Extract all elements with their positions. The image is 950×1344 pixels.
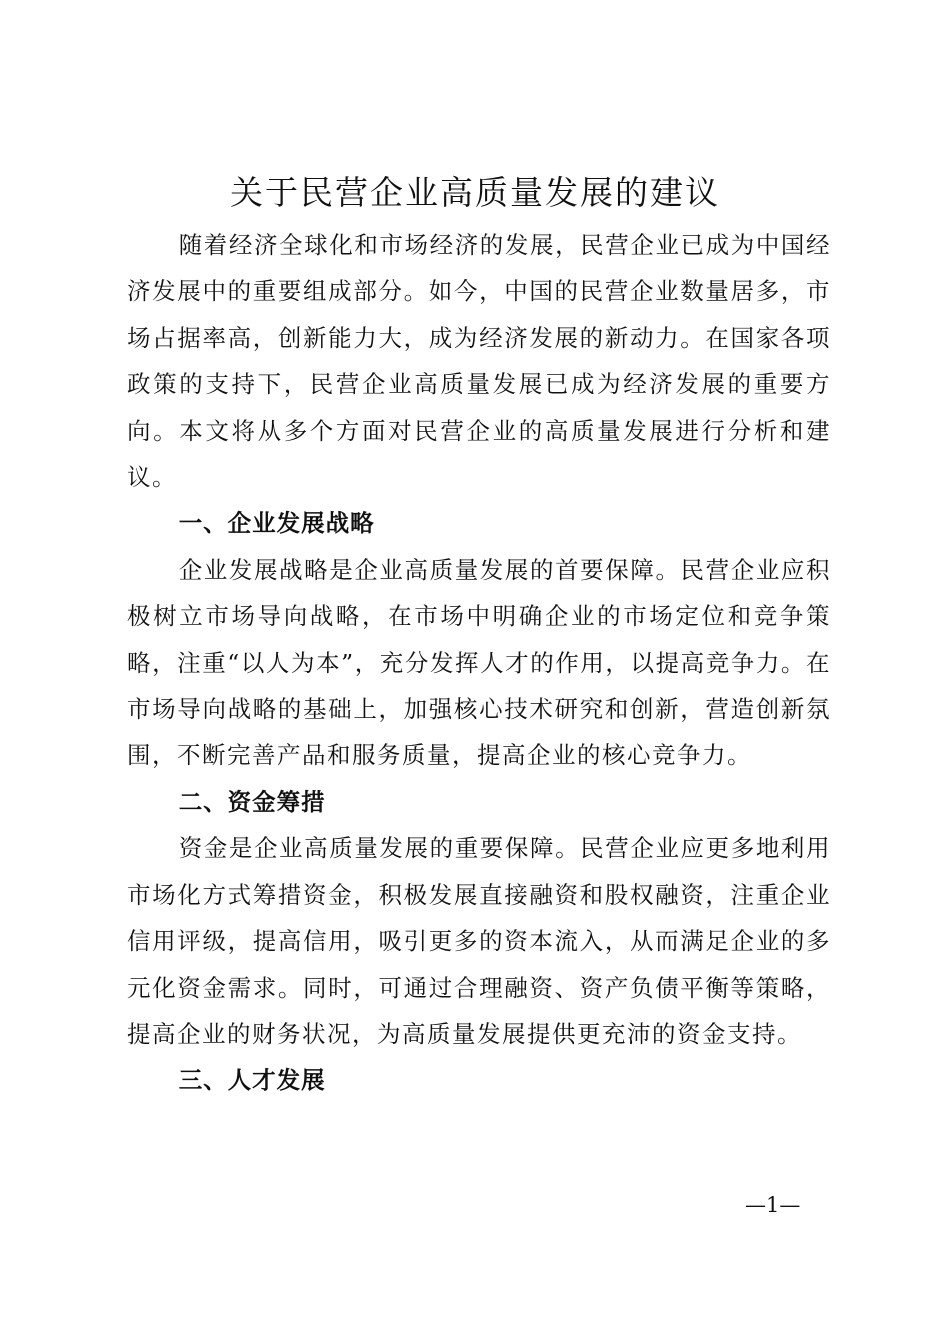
document-title: 关于民营企业高质量发展的建议 <box>230 173 720 212</box>
section-body-strategy: 企业发展战略是企业高质量发展的首要保障。民营企业应积极树立市场导向战略，在市场中明确企业的市场定位和竞争策略，注重“以人为本”，充分发挥人才的作用，以提高竞争力。在市场导向战略的基础上，加强核心技术研究和创新，营造创新氛围，不断完善产品和服务质量，提高企业的核心竞争力。 <box>127 555 831 770</box>
section-heading-strategy: 一、企业发展战略 <box>178 509 375 538</box>
document-body <box>127 222 831 1104</box>
page-number: —1— <box>745 1193 801 1217</box>
intro-paragraph: 随着经济全球化和市场经济的发展，民营企业已成为中国经济发展中的重要组成部分。如今，中国的民营企业数量居多，市场占据率高，创新能力大，成为经济发展的新动力。在国家各项政策的支持下，民营企业高质量发展已成为经济发展的重要方向。本文将从多个方面对民营企业的高质量发展进行分析和建议。 <box>127 231 831 492</box>
section-heading-talent: 三、人才发展 <box>178 1066 326 1095</box>
section-heading-funding: 二、资金筹措 <box>178 787 326 816</box>
section-body-funding: 资金是企业高质量发展的重要保障。民营企业应更多地利用市场化方式筹措资金，积极发展直接融资和股权融资，注重企业信用评级，提高信用，吸引更多的资本流入，从而满足企业的多元化资金需求。同时，可通过合理融资、资产负债平衡等策略，提高企业的财务状况，为高质量发展提供更充沛的资金支持。 <box>127 834 831 1048</box>
